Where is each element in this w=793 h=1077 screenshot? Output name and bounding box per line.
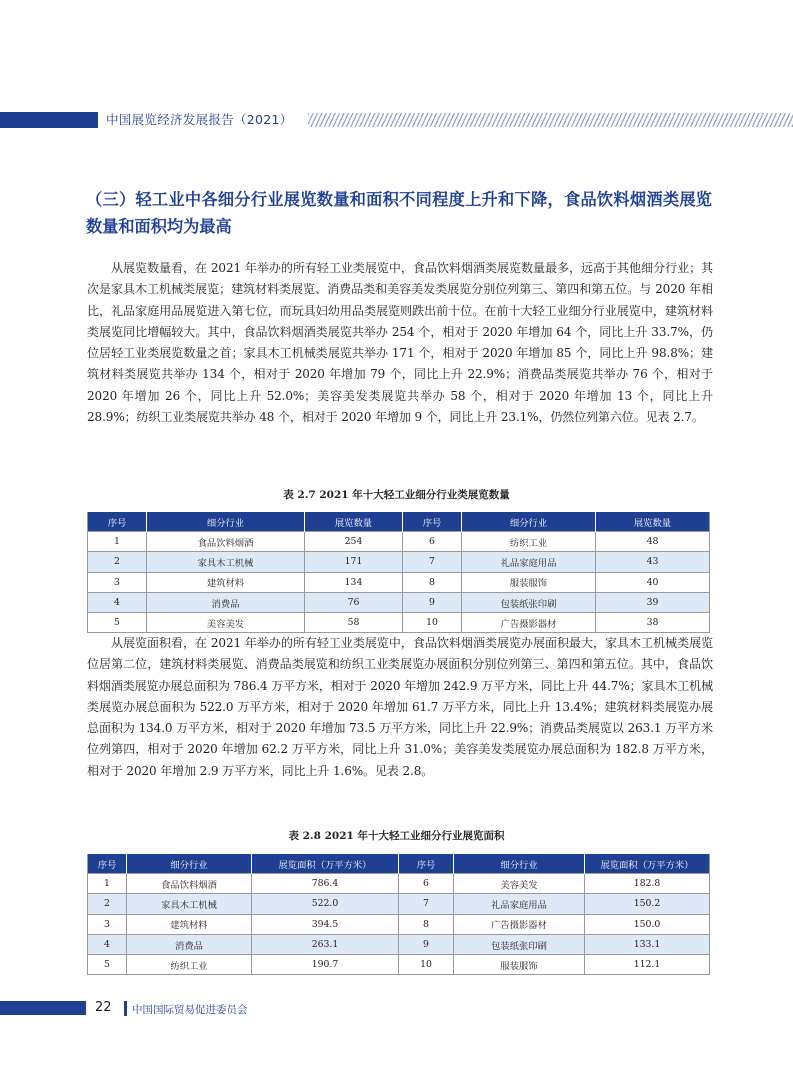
column-header: 序号 xyxy=(399,854,454,874)
table-cell: 786.4 xyxy=(252,874,399,894)
table-cell: 38 xyxy=(596,613,710,633)
table-cell: 4 xyxy=(88,934,127,954)
table-cell: 40 xyxy=(596,572,710,592)
column-header: 展览数量 xyxy=(596,512,710,532)
table-cell: 522.0 xyxy=(252,894,399,914)
table-row xyxy=(88,532,710,552)
table-cell: 服装服饰 xyxy=(462,572,596,592)
header-hatch-decoration xyxy=(308,113,793,127)
body-paragraph-2: 从展览面积看，在 2021 年举办的所有轻工业类展览中，食品饮料烟酒类展览办展面积最大，家具木工机械类展览位居第二位，建筑材料类展览、消费品类展览和纺织工业类展览办展面积分别位列第三、第四和第五位。其中，食品饮料烟酒类展览办展总面积为 786.4 万平方米，相对于 2020 年增加 242.9 万平方米，同比上升 44.7%；家具木工机械类展览办展总面积为 522.0 万平方米，相对于 2020 年增加 61.7 万平方米，同比上升 13.4%；建筑材料类展览办展总面积为 134.0 万平方米，相对于 2020 年增加 73.5 万平方米，同比上升 22.9%；消费品类展览以 263.1 万平方米位列第四，相对于 2020 年增加 62.2 万平方米，同比上升 31.0%；美容美发类展览办展总面积为 182.8 万平方米，相对于 2020 年增加 2.9 万平方米，同比上升 1.6%。见表 2.8。 xyxy=(87,636,713,778)
table-cell: 394.5 xyxy=(252,914,399,934)
footer-accent-bar xyxy=(0,1001,86,1015)
table-cell: 112.1 xyxy=(585,955,710,975)
table-row xyxy=(88,552,710,572)
table-cell: 254 xyxy=(305,532,403,552)
table-cell: 食品饮料烟酒 xyxy=(147,532,305,552)
table-2-7-caption xyxy=(0,487,793,502)
footer-organization: 中国国际贸易促进委员会 xyxy=(132,1004,248,1016)
table-cell: 133.1 xyxy=(585,934,710,954)
column-header: 展览面积（万平方米） xyxy=(252,854,399,874)
table-2-8 xyxy=(87,854,710,975)
table-cell: 171 xyxy=(305,552,403,572)
header-accent-bar xyxy=(0,112,98,128)
table-cell: 广告摄影器材 xyxy=(454,914,585,934)
table-header-row xyxy=(88,512,710,532)
table-cell: 消费品 xyxy=(147,592,305,612)
table-2-7-caption-number: 表 2.7 2021 xyxy=(283,489,349,501)
table-cell: 建筑材料 xyxy=(127,914,252,934)
table-cell: 1 xyxy=(88,874,127,894)
table-cell: 礼品家庭用品 xyxy=(454,894,585,914)
footer-separator xyxy=(124,1001,127,1016)
column-header: 细分行业 xyxy=(147,512,305,532)
body-paragraph-1: 从展览数量看，在 2021 年举办的所有轻工业类展览中，食品饮料烟酒类展览数量最多，远高于其他细分行业；其次是家具木工机械类展览；建筑材料类展览、消费品类和美容美发类展览分别位列第三、第四和第五位。与 2020 年相比，礼品家庭用品展览进入第七位，而玩具妇幼用品类展览则跌出前十位。在前十大轻工业细分行业展览中，建筑材料类展览同比增幅较大。其中，食品饮料烟酒类展览共举办 254 个，相对于 2020 年增加 64 个，同比上升 33.7%，仍位居轻工业类展览数量之首；家具木工机械类展览共举办 171 个，相对于 2020 年增加 85 个，同比上升 98.8%；建筑材料类展览共举办 134 个，相对于 2020 年增加 79 个，同比上升 22.9%；消费品类展览共举办 76 个，相对于 2020 年增加 26 个，同比上升 52.0%；美容美发类展览共举办 58 个，相对于 2020 年增加 13 个，同比上升 28.9%；纺织工业类展览共举办 48 个，相对于 2020 年增加 9 个，同比上升 23.1%，仍然位列第六位。见表 2.7。 xyxy=(87,261,713,425)
table-row xyxy=(88,572,710,592)
table-cell: 食品饮料烟酒 xyxy=(127,874,252,894)
table-cell: 5 xyxy=(88,955,127,975)
table-cell: 58 xyxy=(305,613,403,633)
table-cell: 150.0 xyxy=(585,914,710,934)
column-header: 展览面积（万平方米） xyxy=(585,854,710,874)
table-2-8-caption xyxy=(0,828,793,843)
table-cell: 1 xyxy=(88,532,147,552)
table-row xyxy=(88,934,710,954)
table-cell: 6 xyxy=(399,874,454,894)
table-cell: 纺织工业 xyxy=(462,532,596,552)
running-header-title: 中国展览经济发展报告（2021） xyxy=(106,112,293,127)
table-cell: 43 xyxy=(596,552,710,572)
column-header: 细分行业 xyxy=(127,854,252,874)
table-cell: 美容美发 xyxy=(147,613,305,633)
table-cell: 7 xyxy=(399,894,454,914)
column-header: 序号 xyxy=(88,512,147,532)
table-2-7-caption-text: 年十大轻工业细分行业类展览数量 xyxy=(348,489,510,501)
table-cell: 美容美发 xyxy=(454,874,585,894)
table-row xyxy=(88,914,710,934)
table-row xyxy=(88,894,710,914)
table-row xyxy=(88,613,710,633)
table-cell: 消费品 xyxy=(127,934,252,954)
table-cell: 10 xyxy=(403,613,462,633)
table-cell: 7 xyxy=(403,552,462,572)
table-cell: 134 xyxy=(305,572,403,592)
table-2-7 xyxy=(87,512,710,633)
table-cell: 广告摄影器材 xyxy=(462,613,596,633)
table-cell: 礼品家庭用品 xyxy=(462,552,596,572)
table-cell: 190.7 xyxy=(252,955,399,975)
column-header: 细分行业 xyxy=(462,512,596,532)
page-number: 22 xyxy=(95,1000,112,1015)
table-cell: 3 xyxy=(88,914,127,934)
table-cell: 家具木工机械 xyxy=(147,552,305,572)
table-row xyxy=(88,955,710,975)
table-cell: 263.1 xyxy=(252,934,399,954)
table-row xyxy=(88,874,710,894)
table-2-8-caption-text: 年十大轻工业细分行业展览面积 xyxy=(353,830,505,842)
table-row xyxy=(88,592,710,612)
table-cell: 4 xyxy=(88,592,147,612)
table-cell: 服装服饰 xyxy=(454,955,585,975)
column-header: 细分行业 xyxy=(454,854,585,874)
table-cell: 10 xyxy=(399,955,454,975)
table-cell: 建筑材料 xyxy=(147,572,305,592)
table-cell: 2 xyxy=(88,894,127,914)
table-cell: 39 xyxy=(596,592,710,612)
table-cell: 9 xyxy=(399,934,454,954)
table-cell: 8 xyxy=(399,914,454,934)
table-cell: 5 xyxy=(88,613,147,633)
table-cell: 6 xyxy=(403,532,462,552)
table-cell: 150.2 xyxy=(585,894,710,914)
section-heading: （三）轻工业中各细分行业展览数量和面积不同程度上升和下降，食品饮料烟酒类展览数量和面积均为最高 xyxy=(86,190,712,236)
column-header: 序号 xyxy=(403,512,462,532)
table-cell: 8 xyxy=(403,572,462,592)
table-cell: 182.8 xyxy=(585,874,710,894)
table-cell: 9 xyxy=(403,592,462,612)
table-cell: 76 xyxy=(305,592,403,612)
table-cell: 家具木工机械 xyxy=(127,894,252,914)
table-cell: 纺织工业 xyxy=(127,955,252,975)
table-header-row xyxy=(88,854,710,874)
table-cell: 3 xyxy=(88,572,147,592)
table-2-8-caption-number: 表 2.8 2021 xyxy=(288,830,354,842)
table-cell: 包装纸张印刷 xyxy=(462,592,596,612)
table-cell: 48 xyxy=(596,532,710,552)
table-cell: 包装纸张印刷 xyxy=(454,934,585,954)
table-cell: 2 xyxy=(88,552,147,572)
column-header: 展览数量 xyxy=(305,512,403,532)
column-header: 序号 xyxy=(88,854,127,874)
